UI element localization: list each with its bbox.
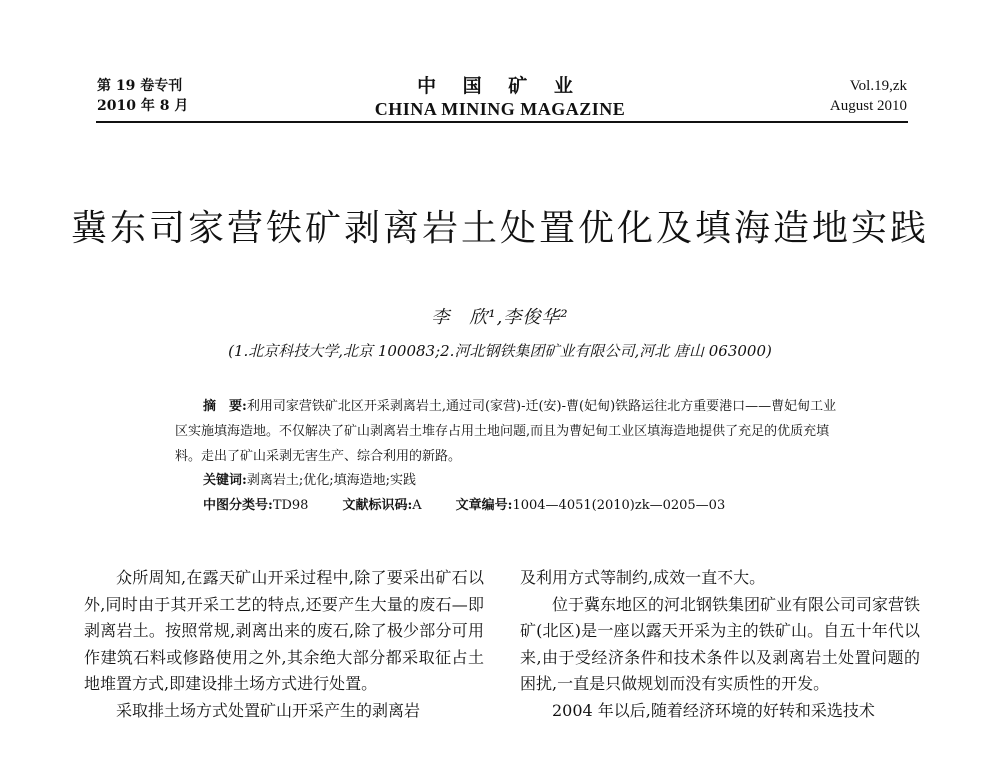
keywords-text: 剥离岩土;优化;填海造地;实践 — [246, 473, 416, 488]
abstract-text: 利用司家营铁矿北区开采剥离岩土,通过司(家营)-迁(安)-曹(妃甸)铁路运往北方重要港口——曹妃甸工业区实施填海造地。不仅解决了矿山剥离岩土堆存占用土地问题,而且为曹妃甸工业区填海造地提供了充足的优质充填料。走出了矿山采剥无害生产、综合利用的新路。 — [175, 399, 837, 464]
doc-code-label: 文献标识码: — [342, 498, 413, 513]
volume-label-en: Vol.19,zk — [849, 78, 907, 94]
class-value: TD98 — [272, 498, 309, 513]
paper-authors: 李 欣¹,李俊华² — [431, 307, 569, 328]
issue-date-cn: 2010 年 8 月 — [97, 98, 189, 114]
paper-title: 冀东司家营铁矿剥离岩土处置优化及填海造地实践 — [70, 208, 929, 249]
journal-name — [300, 74, 700, 120]
article-number-label: 文章编号: — [455, 498, 513, 513]
classification — [203, 493, 843, 518]
journal-volume-info — [97, 76, 188, 116]
journal-volume-info-en — [830, 76, 907, 116]
body-paragraph: 众所周知,在露天矿山开采过程中,除了要采出矿石以外,同时由于其开采工艺的特点,还要产生大量的废石—即剥离岩土。按照常规,剥离出来的废石,除了极少部分可用作建筑石料或修路使用之外,其余绝大部分都采取征占土地堆置方式,即建设排土场方式进行处置。 — [84, 568, 484, 693]
abstract — [175, 394, 845, 469]
journal-name-cn: 中 国 矿 业 — [417, 75, 583, 97]
issue-date-en: August 2010 — [829, 98, 907, 114]
doc-code-value: A — [412, 498, 422, 513]
keywords-label: 关键词: — [203, 473, 247, 488]
volume-label: 第 19 卷专刊 — [97, 78, 183, 94]
abstract-label: 摘 要: — [203, 399, 247, 414]
body-paragraph: 2004 年以后,随着经济环境的好转和采选技术 — [552, 700, 875, 720]
class-label: 中图分类号: — [203, 498, 273, 513]
header-divider — [96, 121, 908, 123]
journal-name-en: CHINA MINING MAGAZINE — [374, 99, 626, 119]
article-number-value: 1004—4051(2010)zk—0205—03 — [512, 498, 726, 513]
body-column-left — [84, 565, 484, 724]
keywords — [203, 468, 843, 493]
author-affiliations: (1.北京科技大学,北京 100083;2.河北钢铁集团矿业有限公司,河北 唐山 063000) — [228, 342, 772, 360]
body-paragraph: 采取排土场方式处置矿山开采产生的剥离岩 — [116, 700, 421, 720]
body-paragraph: 位于冀东地区的河北钢铁集团矿业有限公司司家营铁矿(北区)是一座以露天开采为主的铁矿山。自五十年代以来,由于受经济条件和技术条件以及剥离岩土处置问题的困扰,一直是只做规划而没有实质性的开发。 — [520, 594, 921, 693]
body-column-right — [520, 565, 920, 724]
body-paragraph: 及利用方式等制约,成效一直不大。 — [520, 568, 766, 587]
